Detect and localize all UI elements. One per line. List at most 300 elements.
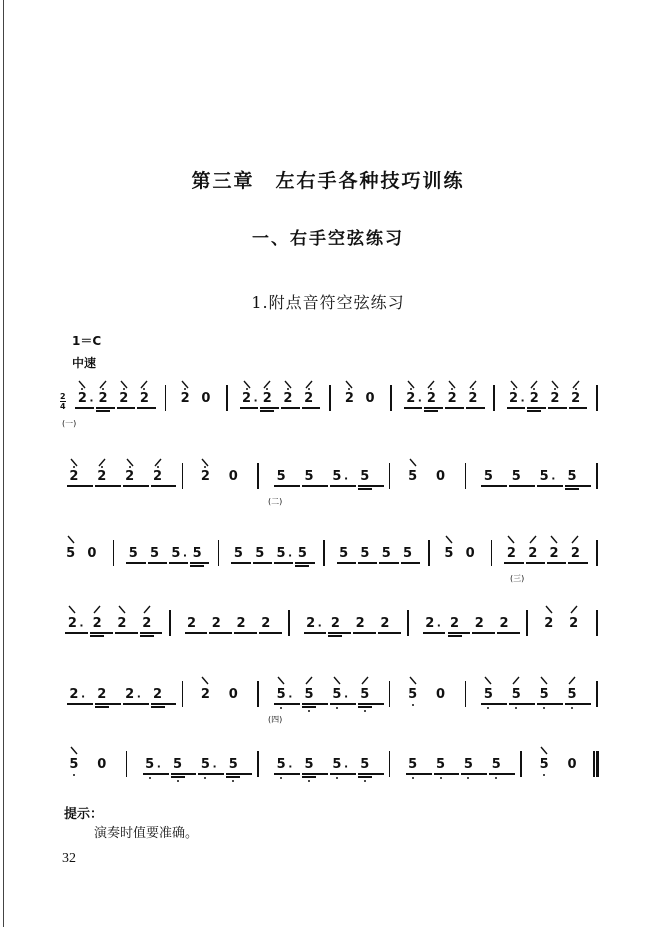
eighth-underline xyxy=(547,562,566,564)
octave-low-dot xyxy=(571,707,573,709)
note-number: 5 xyxy=(408,687,418,702)
barline xyxy=(465,681,467,707)
octave-low-dot xyxy=(73,774,75,776)
up-bow-stroke-icon xyxy=(567,676,577,685)
octave-high-dot xyxy=(451,388,453,390)
eighth-underline xyxy=(509,703,535,705)
note-number: 5 xyxy=(463,757,473,772)
up-bow-stroke-icon xyxy=(528,535,538,544)
note-number: 2 xyxy=(468,391,478,406)
note-number: 2 xyxy=(186,616,197,631)
down-bow-stroke-icon xyxy=(69,746,79,755)
augmentation-dot: · xyxy=(288,549,293,562)
eighth-underline xyxy=(302,485,328,487)
octave-low-dot xyxy=(364,780,366,782)
note-number: 2 xyxy=(117,616,127,631)
barline xyxy=(323,540,325,566)
eighth-underline xyxy=(75,407,94,409)
octave-high-dot xyxy=(101,466,103,468)
note-number: 5 xyxy=(360,687,370,702)
note-number: 5 xyxy=(276,687,286,702)
barline xyxy=(329,385,331,411)
note-number: 2 xyxy=(125,687,135,702)
note-number: 5 xyxy=(539,469,549,484)
note-number: 5 xyxy=(276,546,286,561)
note-number: 5 xyxy=(145,757,155,772)
octave-low-dot xyxy=(204,777,206,779)
sixteenth-underline xyxy=(226,776,240,778)
eighth-underline xyxy=(358,485,384,487)
jianpu-note xyxy=(303,676,315,720)
barline xyxy=(389,751,391,777)
note-number: 5 xyxy=(567,687,577,702)
barline xyxy=(257,463,259,489)
jianpu-note xyxy=(379,605,391,649)
octave-high-dot xyxy=(129,466,131,468)
note-number: 2 xyxy=(153,687,163,702)
jianpu-note xyxy=(527,535,539,579)
jianpu-note xyxy=(152,458,164,502)
section-heading: 一、右手空弦练习 xyxy=(252,229,404,249)
augmentation-dot: · xyxy=(343,760,349,773)
octave-low-dot xyxy=(515,707,517,709)
barline xyxy=(389,681,391,707)
jianpu-note xyxy=(331,746,349,790)
eighth-underline xyxy=(117,407,136,409)
jianpu-note xyxy=(170,535,188,579)
note-number: 5 xyxy=(436,757,446,772)
eighth-underline xyxy=(330,703,356,705)
down-bow-stroke-icon xyxy=(66,535,76,544)
jianpu-note xyxy=(538,458,556,502)
note-number: 2 xyxy=(528,546,538,561)
eighth-underline xyxy=(472,632,495,634)
eighth-underline xyxy=(65,632,88,634)
barline xyxy=(218,540,220,566)
up-bow-stroke-icon xyxy=(92,605,102,614)
barline xyxy=(596,463,598,489)
note-number: 2 xyxy=(449,616,460,631)
barline xyxy=(491,540,493,566)
up-bow-stroke-icon xyxy=(569,605,579,614)
jianpu-note xyxy=(191,535,203,579)
note-number: 5 xyxy=(192,546,202,561)
down-bow-stroke-icon xyxy=(506,535,516,544)
jianpu-note xyxy=(380,535,392,579)
jianpu-note xyxy=(449,605,461,649)
jianpu-note xyxy=(118,380,130,424)
jianpu-note xyxy=(443,535,455,579)
barline xyxy=(526,610,528,636)
note-number: 2 xyxy=(355,616,365,631)
note-number: 2 xyxy=(569,616,579,631)
note-number: 2 xyxy=(283,391,293,406)
note-number: 5 xyxy=(339,546,349,561)
eighth-underline xyxy=(565,703,591,705)
sixteenth-underline xyxy=(565,488,579,490)
barline xyxy=(596,385,598,411)
sixteenth-underline xyxy=(358,488,372,490)
eighth-underline xyxy=(568,562,587,564)
augmentation-dot: · xyxy=(288,690,293,703)
up-bow-stroke-icon xyxy=(304,676,314,685)
sixteenth-underline xyxy=(302,776,316,778)
note-number: 5 xyxy=(360,546,370,561)
jianpu-note xyxy=(462,746,474,790)
note-number: 5 xyxy=(511,469,521,484)
down-bow-stroke-icon xyxy=(276,676,286,685)
eighth-underline xyxy=(337,562,356,564)
note-number: 5 xyxy=(304,687,314,702)
jianpu-note xyxy=(124,676,141,720)
note-number: 2 xyxy=(425,616,435,631)
exercise-label: (四) xyxy=(268,715,283,724)
augmentation-dot: · xyxy=(343,690,349,703)
note-number: 0 xyxy=(97,757,107,772)
barline xyxy=(182,681,184,707)
octave-high-dot xyxy=(554,388,556,390)
eighth-underline xyxy=(504,562,523,564)
jianpu-note xyxy=(407,676,419,720)
down-bow-stroke-icon xyxy=(539,676,549,685)
jianpu-note xyxy=(424,605,441,649)
jianpu-note xyxy=(186,605,198,649)
octave-low-dot xyxy=(177,780,179,782)
note-number: 5 xyxy=(173,757,183,772)
note-number: 2 xyxy=(97,469,107,484)
eighth-underline xyxy=(509,485,535,487)
eighth-underline xyxy=(401,562,420,564)
augmentation-dot: · xyxy=(417,394,422,407)
barline xyxy=(520,751,522,777)
barline xyxy=(182,463,184,489)
up-bow-stroke-icon xyxy=(511,676,521,685)
note-number: 5 xyxy=(332,757,342,772)
up-bow-stroke-icon xyxy=(360,676,370,685)
note-number: 5 xyxy=(276,469,286,484)
jianpu-note xyxy=(141,605,153,649)
jianpu-note xyxy=(96,458,108,502)
note-number: 2 xyxy=(544,616,554,631)
jianpu-note xyxy=(152,676,164,720)
octave-low-dot xyxy=(495,777,497,779)
tempo-marking: 中速 xyxy=(72,356,97,370)
note-number: 0 xyxy=(87,546,97,561)
sixteenth-underline xyxy=(358,706,372,708)
jianpu-note xyxy=(364,380,376,424)
octave-low-dot xyxy=(149,777,151,779)
jianpu-note xyxy=(179,380,191,424)
octave-low-dot xyxy=(487,707,489,709)
sixteenth-underline xyxy=(302,706,316,708)
note-number: 5 xyxy=(69,757,79,772)
eighth-underline xyxy=(281,407,300,409)
jianpu-note xyxy=(490,746,502,790)
score-line xyxy=(0,605,656,665)
note-number: 2 xyxy=(380,616,390,631)
note-number: 2 xyxy=(570,546,580,561)
octave-high-dot xyxy=(472,388,474,390)
jianpu-note xyxy=(124,458,136,502)
barline xyxy=(407,610,409,636)
jianpu-note xyxy=(331,458,349,502)
note-number: 2 xyxy=(153,469,163,484)
note-number: 5 xyxy=(360,757,370,772)
augmentation-dot: · xyxy=(212,760,217,773)
note-number: 5 xyxy=(128,546,138,561)
barline xyxy=(465,463,467,489)
jianpu-note xyxy=(76,380,94,424)
sixteenth-underline xyxy=(328,635,342,637)
note-number: 5 xyxy=(483,687,493,702)
eighth-underline xyxy=(259,632,282,634)
note-number: 2 xyxy=(200,469,210,484)
barline xyxy=(389,463,391,489)
jianpu-note xyxy=(227,458,239,502)
eighth-underline xyxy=(274,703,300,705)
note-number: 2 xyxy=(180,391,190,406)
sixteenth-underline xyxy=(358,776,372,778)
octave-high-dot xyxy=(410,388,412,390)
note-number: 2 xyxy=(67,616,77,631)
eighth-underline xyxy=(302,703,328,705)
octave-high-dot xyxy=(157,466,159,468)
eighth-underline xyxy=(240,407,259,409)
note-number: 0 xyxy=(228,687,238,702)
jianpu-note xyxy=(96,676,108,720)
eighth-underline xyxy=(185,632,208,634)
eighth-underline xyxy=(565,485,591,487)
eighth-underline xyxy=(123,703,149,705)
jianpu-note xyxy=(303,458,315,502)
augmentation-dot: · xyxy=(288,760,293,773)
note-number: 2 xyxy=(529,391,539,406)
note-number: 5 xyxy=(332,469,342,484)
note-number: 2 xyxy=(125,469,135,484)
jianpu-note xyxy=(343,380,355,424)
eighth-underline xyxy=(304,632,327,634)
down-bow-stroke-icon xyxy=(549,535,559,544)
jianpu-note xyxy=(68,746,80,790)
note-number: 5 xyxy=(539,757,549,772)
sixteenth-underline xyxy=(151,706,165,708)
jianpu-note xyxy=(566,676,578,720)
sixteenth-underline xyxy=(95,706,109,708)
sixteenth-underline xyxy=(171,776,185,778)
eighth-underline xyxy=(423,632,446,634)
final-barline-thick xyxy=(596,751,599,777)
augmentation-dot: · xyxy=(89,394,94,407)
up-bow-stroke-icon xyxy=(142,605,152,614)
note-number: 2 xyxy=(262,391,272,406)
jianpu-note xyxy=(435,746,447,790)
exercise-label: (二) xyxy=(268,497,283,506)
eighth-underline xyxy=(148,562,167,564)
exercise-label: (一) xyxy=(62,419,77,428)
note-number: 5 xyxy=(539,687,549,702)
jianpu-note xyxy=(138,380,150,424)
note-number: 5 xyxy=(483,469,493,484)
note-number: 5 xyxy=(332,687,342,702)
jianpu-note xyxy=(232,535,244,579)
note-number: 5 xyxy=(304,757,314,772)
augmentation-dot: · xyxy=(182,549,188,562)
eighth-underline xyxy=(302,773,328,775)
jianpu-note xyxy=(97,380,109,424)
eighth-underline xyxy=(126,562,145,564)
jianpu-note xyxy=(528,380,540,424)
eighth-underline xyxy=(537,485,563,487)
eighth-underline xyxy=(151,703,177,705)
barline xyxy=(169,610,171,636)
note-number: 2 xyxy=(211,616,221,631)
note-number: 2 xyxy=(98,391,108,406)
note-number: 5 xyxy=(150,546,160,561)
jianpu-note xyxy=(227,746,239,790)
octave-low-dot xyxy=(280,777,282,779)
note-number: 2 xyxy=(549,546,559,561)
jianpu-note xyxy=(144,746,161,790)
eighth-underline xyxy=(231,562,250,564)
eighth-underline xyxy=(234,632,257,634)
eighth-underline xyxy=(489,773,515,775)
note-number: 5 xyxy=(567,469,577,484)
note-number: 5 xyxy=(511,687,521,702)
eighth-underline xyxy=(274,562,293,564)
score-line xyxy=(0,535,656,595)
note-number: 2 xyxy=(97,687,107,702)
note-number: 2 xyxy=(499,616,509,631)
note-number: 5 xyxy=(408,469,418,484)
eighth-underline xyxy=(140,632,163,634)
octave-low-dot xyxy=(543,707,545,709)
hint-text: 演奏时值要准确。 xyxy=(94,826,199,841)
jianpu-note xyxy=(296,535,308,579)
eighth-underline xyxy=(96,407,115,409)
subsection-heading: 1.附点音符空弦练习 xyxy=(251,293,405,312)
jianpu-note xyxy=(568,605,580,649)
jianpu-note xyxy=(446,380,458,424)
down-bow-stroke-icon xyxy=(408,676,418,685)
eighth-underline xyxy=(353,632,376,634)
octave-low-dot xyxy=(308,780,310,782)
note-number: 5 xyxy=(255,546,265,561)
augmentation-dot: · xyxy=(317,619,322,632)
barline xyxy=(257,751,259,777)
jianpu-note xyxy=(407,458,419,502)
jianpu-note xyxy=(467,380,479,424)
note-number: 2 xyxy=(242,391,252,406)
note-number: 5 xyxy=(304,469,314,484)
jianpu-note xyxy=(261,380,273,424)
note-number: 0 xyxy=(201,391,211,406)
note-number: 2 xyxy=(119,391,129,406)
note-number: 0 xyxy=(567,757,577,772)
chapter-title: 第三章 左右手各种技巧训练 xyxy=(191,170,465,192)
barline xyxy=(428,540,430,566)
eighth-underline xyxy=(404,407,423,409)
augmentation-dot: · xyxy=(136,690,141,703)
sixteenth-underline xyxy=(96,410,110,412)
augmentation-dot: · xyxy=(343,472,349,485)
note-number: 2 xyxy=(304,391,314,406)
octave-high-dot xyxy=(308,388,310,390)
eighth-underline xyxy=(302,407,321,409)
augmentation-dot: · xyxy=(520,394,525,407)
eighth-underline xyxy=(406,773,432,775)
jianpu-note xyxy=(127,535,139,579)
jianpu-note xyxy=(96,746,108,790)
down-bow-stroke-icon xyxy=(539,746,549,755)
barline xyxy=(390,385,392,411)
eighth-underline xyxy=(445,407,464,409)
jianpu-note xyxy=(498,605,510,649)
note-number: 5 xyxy=(66,546,76,561)
note-number: 5 xyxy=(403,546,413,561)
note-number: 0 xyxy=(228,469,238,484)
augmentation-dot: · xyxy=(156,760,161,773)
eighth-underline xyxy=(260,407,279,409)
jianpu-note xyxy=(260,605,272,649)
jianpu-note xyxy=(275,535,293,579)
score-line xyxy=(0,746,656,806)
note-number: 2 xyxy=(306,616,316,631)
eighth-underline xyxy=(569,407,588,409)
down-bow-stroke-icon xyxy=(67,605,77,614)
augmentation-dot: · xyxy=(80,690,86,703)
eighth-underline xyxy=(497,632,520,634)
note-number: 2 xyxy=(261,616,271,631)
jianpu-note xyxy=(464,535,476,579)
note-number: 5 xyxy=(228,757,238,772)
eighth-underline xyxy=(481,485,507,487)
eighth-underline xyxy=(358,773,384,775)
note-number: 0 xyxy=(436,469,446,484)
eighth-underline xyxy=(548,407,567,409)
octave-low-dot xyxy=(467,777,469,779)
note-number: 5 xyxy=(297,546,307,561)
note-number: 0 xyxy=(465,546,475,561)
jianpu-note xyxy=(405,380,422,424)
jianpu-note xyxy=(359,535,371,579)
eighth-underline xyxy=(198,773,224,775)
octave-high-dot xyxy=(266,388,268,390)
note-number: 2 xyxy=(426,391,436,406)
note-number: 5 xyxy=(360,469,370,484)
eighth-underline xyxy=(151,485,177,487)
note-number: 2 xyxy=(447,391,457,406)
down-bow-stroke-icon xyxy=(117,605,127,614)
jianpu-note xyxy=(549,380,561,424)
sixteenth-underline xyxy=(448,635,462,637)
jianpu-note xyxy=(359,458,371,502)
note-number: 5 xyxy=(491,757,501,772)
jianpu-note xyxy=(482,458,494,502)
eighth-underline xyxy=(67,703,93,705)
barline xyxy=(596,610,598,636)
note-number: 2 xyxy=(77,391,87,406)
exercise-label: (三) xyxy=(510,574,525,583)
octave-low-dot xyxy=(440,777,442,779)
score-line xyxy=(0,380,656,440)
octave-high-dot xyxy=(246,388,248,390)
eighth-underline xyxy=(358,703,384,705)
octave-high-dot xyxy=(513,388,515,390)
eighth-underline xyxy=(209,632,232,634)
jianpu-note xyxy=(359,746,371,790)
jianpu-note xyxy=(200,380,212,424)
octave-high-dot xyxy=(102,388,104,390)
